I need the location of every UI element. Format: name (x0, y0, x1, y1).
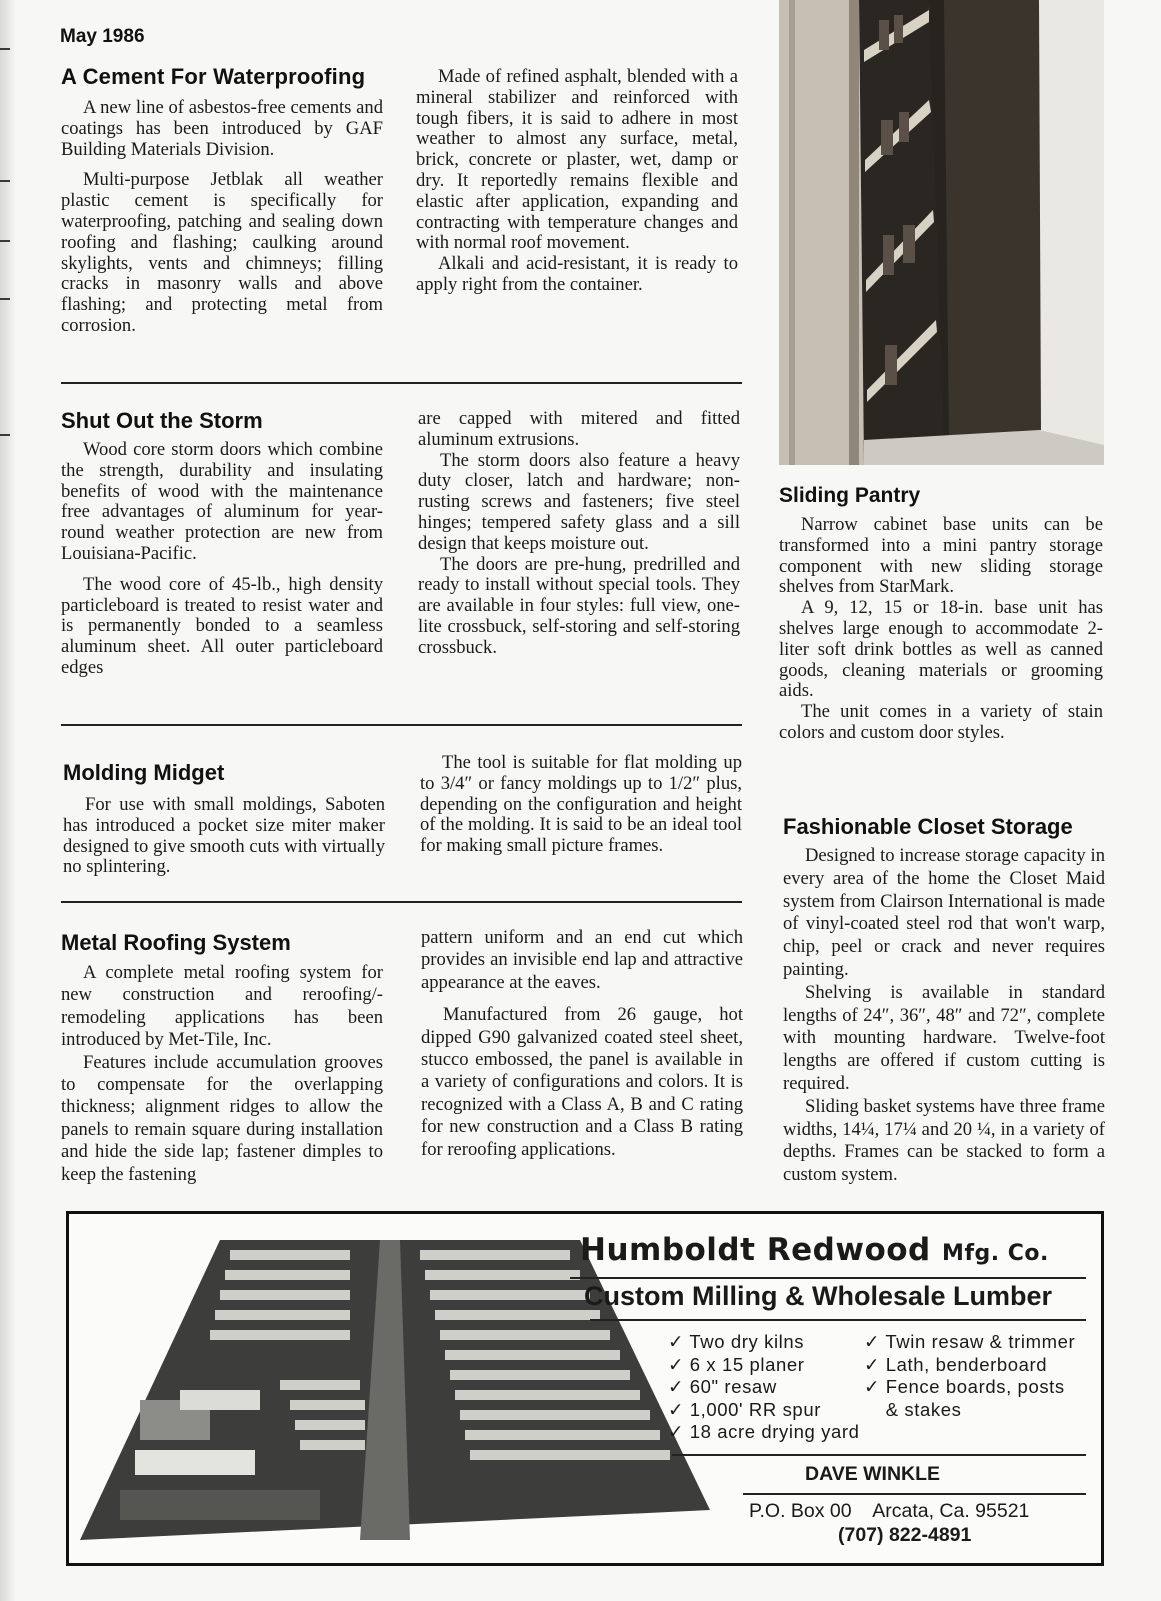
article-storm-col1 (61, 440, 383, 679)
ad-company-name (580, 1232, 1049, 1268)
feature-item: ✓ Two dry kilns (668, 1331, 805, 1352)
paragraph: Multi-purpose Jetblak all weather plastic cement is specifically for waterproofing, patching and sealing down roofing and flashing; caulking around skylights, vents and chimneys; filling cracks in masonry walls and above flashing; and protecting metal from corrosion. (61, 169, 383, 336)
paragraph: are capped with mitered and fitted aluminum extrusions. (418, 408, 740, 450)
edge-mark (0, 298, 10, 300)
paragraph: A 9, 12, 15 or 18-in. base unit has shelves large enough to accommodate 2-liter soft drink bottles as well as canned goods, cleaning materials or grooming aids. (779, 597, 1103, 702)
article-molding-col2 (420, 753, 742, 857)
article-storm-col2 (418, 409, 740, 659)
ad-divider (672, 1454, 1086, 1456)
feature-item: ✓ 60" resaw (668, 1376, 777, 1397)
company-suffix: Mfg. Co. (942, 1241, 1049, 1266)
feature-item: ✓ 18 acre drying yard (668, 1421, 860, 1442)
paragraph: The unit comes in a variety of stain colors and custom door styles. (779, 701, 1103, 743)
ad-divider (743, 1493, 1086, 1495)
edge-mark (0, 434, 10, 436)
checkmark-icon: ✓ (668, 1331, 685, 1352)
ad-divider (590, 1319, 1086, 1321)
ad-phone: (707) 822-4891 (838, 1524, 972, 1546)
article-molding-col1 (63, 795, 385, 878)
paragraph: Sliding basket systems have three frame widths, 14¼, 17¼ and 20 ¼, in a variety of depths. Frames can be stacked to form a custom system. (783, 1095, 1105, 1186)
paragraph: For use with small moldings, Saboten has introduced a pocket size miter maker designed to give smooth cuts with virtually no splintering. (63, 794, 385, 878)
section-divider (61, 901, 742, 903)
ad-features-right (864, 1331, 1075, 1421)
paragraph: pattern uniform and an end cut which provides an invisible end lap and attractive appearance at the eaves. (421, 927, 743, 993)
paragraph: A new line of asbestos-free cements and coatings has been introduced by GAF Building Materials Division. (61, 97, 383, 160)
ad-contact-name: DAVE WINKLE (805, 1463, 941, 1485)
article-title-cement: A Cement For Waterproofing (61, 64, 366, 89)
checkmark-icon: ✓ (668, 1398, 685, 1420)
article-roofing-col2 (421, 927, 743, 1161)
ad-divider (570, 1277, 1086, 1279)
article-title-closet: Fashionable Closet Storage (783, 814, 1073, 839)
paragraph: Made of refined asphalt, blended with a mineral stabilizer and reinforced with tough fibers, it is said to adhere in most weather to almost any surface, metal, brick, concrete or plaster, wet, damp or dry. It reportedly remains flexible and elastic after application, expanding and contracting with temperature changes and with normal roof movement. (416, 66, 738, 254)
article-title-molding: Molding Midget (63, 760, 225, 785)
article-cement-col1 (61, 98, 383, 337)
article-title-pantry: Sliding Pantry (779, 484, 921, 507)
edge-mark (0, 48, 10, 50)
paragraph: The storm doors also feature a heavy duty closer, latch and hardware; non-rusting screws and fasteners; five steel hinges; tempered safety glass and a sill design that keeps moisture out. (418, 449, 740, 554)
paragraph: The doors are pre-hung, predrilled and ready to install without special tools. They are available in four styles: full view, one-lite crossbuck, self-storing and self-storing crossbuck. (418, 553, 740, 658)
paragraph: Shelving is available in standard lengths of 24″, 36″, 48″ and 72″, complete with mounting hardware. Twelve-foot lengths are offered if custom cutting is required. (783, 981, 1105, 1094)
checkmark-icon: ✓ (668, 1353, 685, 1375)
feature-item: ✓ 1,000' RR spur (668, 1398, 821, 1420)
feature-item: & stakes (885, 1398, 962, 1420)
article-title-roofing: Metal Roofing System (61, 930, 291, 955)
feature-item: ✓ Fence boards, posts (864, 1376, 1065, 1397)
edge-mark (0, 240, 10, 242)
feature-item: ✓ Lath, benderboard (864, 1353, 1048, 1375)
section-divider (61, 724, 742, 726)
article-title-storm: Shut Out the Storm (61, 408, 263, 433)
ad-features-left (668, 1331, 860, 1444)
feature-item: ✓ 6 x 15 planer (668, 1353, 805, 1375)
article-closet-body (783, 845, 1105, 1187)
paragraph: Features include accumulation grooves to compensate for the overlapping thickness; alignment ridges to allow the panels to remain square during installation and hide the side lap; fastener dimples to keep the fastening (61, 1051, 383, 1185)
checkmark-icon: ✓ (668, 1421, 685, 1442)
company-name: Humboldt Redwood (580, 1232, 931, 1268)
paragraph: Alkali and acid-resistant, it is ready to apply right from the container. (416, 253, 738, 295)
edge-mark (0, 180, 10, 182)
article-cement-col2 (416, 67, 738, 296)
paragraph: Designed to increase storage capacity in every area of the home the Closet Maid system from Clairson International is made of vinyl-coated steel rod that won't warp, chip, peel or crack and never requires painting. (783, 845, 1105, 980)
paragraph: The tool is suitable for flat molding up to 3/4″ or fancy moldings up to 1/2″ plus, depending on the configuration and height of the molding. It is said to be an ideal tool for making small picture frames. (420, 752, 742, 857)
section-divider (61, 382, 742, 384)
paragraph: A complete metal roofing system for new construction and reroofing/-remodeling applications has been introduced by Met-Tile, Inc. (61, 962, 383, 1051)
article-roofing-col1 (61, 962, 383, 1186)
ad-tagline: Custom Milling & Wholesale Lumber (584, 1281, 1053, 1311)
feature-item: ✓ Twin resaw & trimmer (864, 1331, 1076, 1352)
checkmark-icon: ✓ (864, 1376, 881, 1397)
article-pantry-body (779, 515, 1103, 744)
ad-address: P.O. Box 00 Arcata, Ca. 95521 (749, 1500, 1030, 1522)
paragraph: Narrow cabinet base units can be transformed into a mini pantry storage component with new sliding storage shelves from StarMark. (779, 514, 1103, 598)
checkmark-icon: ✓ (864, 1353, 881, 1375)
paragraph: Manufactured from 26 gauge, hot dipped G90 galvanized coated steel sheet, stucco embossed, the panel is available in a variety of configurations and colors. It is recognized with a Class A, B and C rating for new construction and a Class B rating for reroofing applications. (421, 1004, 743, 1160)
checkmark-icon: ✓ (864, 1331, 881, 1352)
paragraph: Wood core storm doors which combine the strength, durability and insulating benefits of wood with the maintenance free advantages of aluminum for year-round weather protection are new from Louisiana-Pacific. (61, 439, 383, 564)
paragraph: The wood core of 45-lb., high density particleboard is treated to resist water and is permanently bonded to a seamless aluminum sheet. All outer particleboard edges (61, 573, 383, 678)
pantry-cabinet-photo (779, 0, 1104, 465)
checkmark-icon: ✓ (668, 1376, 685, 1397)
date-line: May 1986 (60, 26, 145, 47)
